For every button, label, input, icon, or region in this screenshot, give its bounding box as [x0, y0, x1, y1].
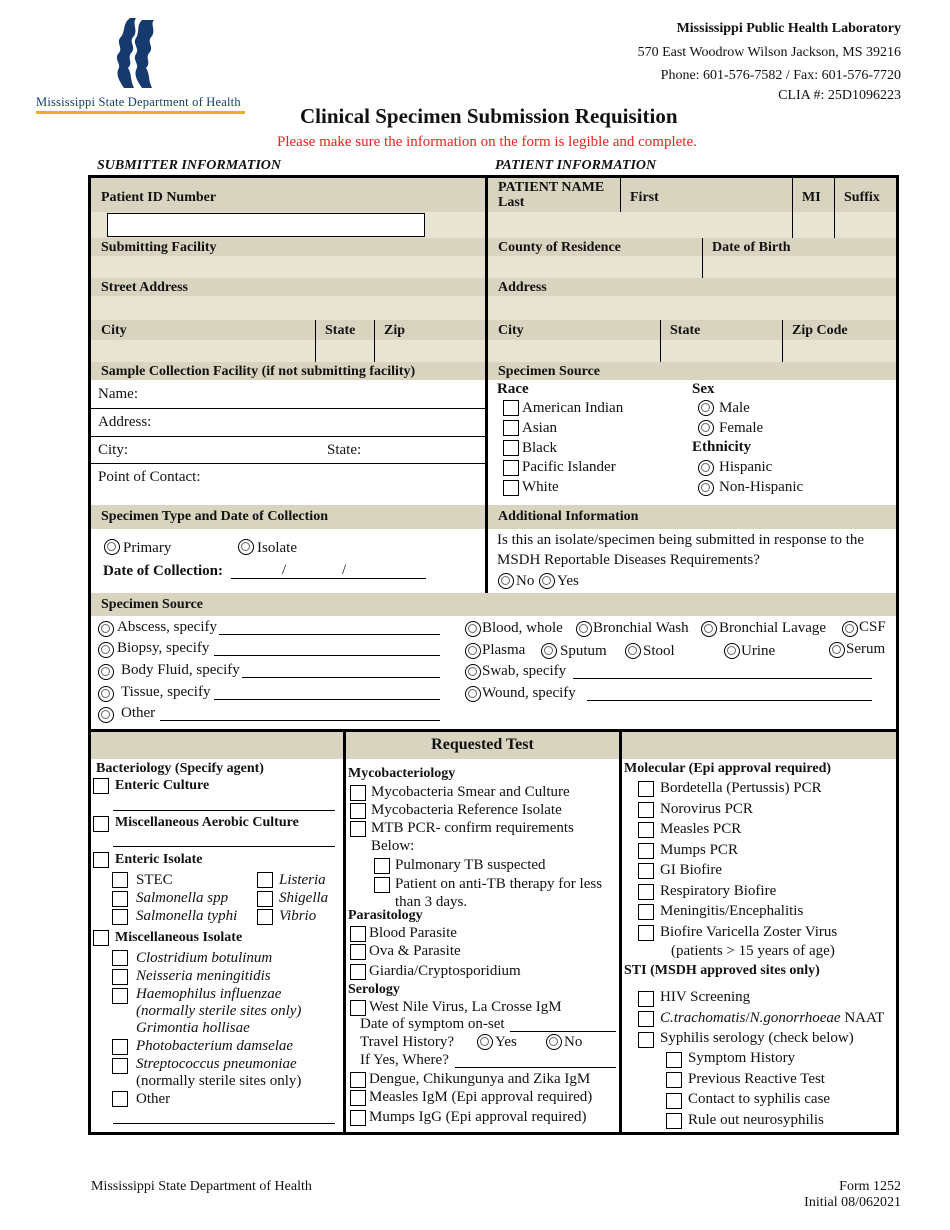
blood-parasite-label: Blood Parasite [369, 925, 457, 941]
city-label: City [91, 320, 315, 340]
primary-radio[interactable] [104, 539, 120, 555]
respiratory-biofire-label: Respiratory Biofire [660, 883, 777, 899]
csf-label: CSF [859, 619, 886, 635]
test-col-divider-2 [619, 729, 622, 1135]
submitter-section-title: SUBMITTER INFORMATION [97, 158, 281, 173]
neisseria-label: Neisseria meningitidis [136, 968, 271, 984]
first-name-label: First [620, 178, 792, 212]
travel-where-line[interactable] [455, 1067, 616, 1068]
logo-agency-text: Mississippi State Department of Health [36, 95, 241, 109]
ethnicity-non-hispanic-radio[interactable] [698, 480, 714, 496]
measles-pcr-checkbox[interactable] [638, 822, 654, 838]
tissue-radio[interactable] [98, 686, 114, 702]
sputum-radio[interactable] [541, 643, 557, 659]
patient-zip-label: Zip Code [782, 320, 896, 340]
shigella-checkbox[interactable] [257, 891, 273, 907]
travel-yes-label: Yes [495, 1034, 517, 1050]
wound-radio[interactable] [465, 686, 481, 702]
page-title: Clinical Specimen Submission Requisition [300, 104, 678, 128]
myco-smear-label: Mycobacteria Smear and Culture [371, 784, 570, 800]
streptococcus-checkbox[interactable] [112, 1058, 128, 1074]
sti-title: STI (MSDH approved sites only) [624, 963, 820, 978]
last-first-divider [620, 178, 621, 212]
patient-section-title: PATIENT INFORMATION [495, 158, 657, 173]
collection-name-label: Name: [98, 386, 138, 402]
plasma-radio[interactable] [465, 643, 481, 659]
gi-biofire-checkbox[interactable] [638, 863, 654, 879]
race-asian-checkbox[interactable] [503, 420, 519, 436]
lab-address: 570 East Woodrow Wilson Jackson, MS 39216 [637, 45, 901, 60]
symptom-onset-line[interactable] [510, 1031, 616, 1032]
additional-info-label: Additional Information [488, 505, 896, 529]
serum-label: Serum [846, 641, 886, 657]
abscess-line[interactable] [219, 634, 440, 635]
last-name-label: Last [498, 195, 525, 210]
misc-aerobic-line[interactable] [113, 846, 335, 847]
date-of-collection-label: Date of Collection: [103, 563, 223, 579]
street-address-label: Street Address [91, 278, 485, 296]
meningitis-label: Meningitis/Encephalitis [660, 903, 804, 919]
csf-radio[interactable] [842, 621, 858, 637]
race-american-indian-checkbox[interactable] [503, 400, 519, 416]
primary-label: Primary [123, 540, 172, 556]
collection-address-label: Address: [98, 414, 152, 430]
submitting-facility-label: Submitting Facility [91, 238, 485, 256]
reportable-no-label: No [516, 573, 535, 589]
listeria-checkbox[interactable] [257, 872, 273, 888]
collection-city-label: City: [98, 442, 129, 458]
race-pacific-islander-checkbox[interactable] [503, 460, 519, 476]
swab-label: Swab, specify [482, 663, 567, 679]
streptococcus-sterile-note: (normally sterile sites only) [136, 1073, 302, 1089]
myco-title: Mycobacteriology [348, 766, 456, 781]
pulmonary-tb-checkbox[interactable] [374, 858, 390, 874]
test-col-divider-1 [343, 729, 346, 1135]
mtb-below-label: Below: [371, 838, 415, 854]
mumps-igg-checkbox[interactable] [350, 1110, 366, 1126]
reportable-no-radio[interactable] [498, 573, 514, 589]
stec-checkbox[interactable] [112, 872, 128, 888]
syphilis-label: Syphilis serology (check below) [660, 1030, 854, 1046]
date-slash-2: / [342, 562, 347, 578]
stool-label: Stool [643, 643, 675, 659]
sex-label: Sex [692, 381, 715, 397]
ct-label: C.trachomatis [660, 1010, 746, 1026]
enteric-culture-line[interactable] [113, 810, 335, 811]
symptom-history-checkbox[interactable] [666, 1052, 682, 1068]
neurosyphilis-checkbox[interactable] [666, 1113, 682, 1129]
photobacterium-label: Photobacterium damselae [136, 1038, 294, 1054]
haemophilus-checkbox[interactable] [112, 988, 128, 1004]
salmonella-spp-label: Salmonella spp [136, 890, 229, 906]
pulmonary-tb-label: Pulmonary TB suspected [395, 857, 546, 873]
isolate-label: Isolate [257, 540, 297, 556]
city-input[interactable] [91, 340, 315, 362]
mumps-pcr-checkbox[interactable] [638, 843, 654, 859]
swab-radio[interactable] [465, 664, 481, 680]
listeria-label: Listeria [279, 872, 326, 888]
ct-ng-checkbox[interactable] [638, 1011, 654, 1027]
legibility-notice: Please make sure the information on the form is legible and complete. [277, 134, 697, 150]
sex-male-label: Male [719, 400, 750, 416]
requested-test-header: Requested Test [431, 736, 534, 753]
patient-id-input[interactable] [107, 213, 425, 237]
bronchial-wash-radio[interactable] [576, 621, 592, 637]
myco-ref-checkbox[interactable] [350, 803, 366, 819]
patient-city-label: City [488, 320, 660, 340]
naat-label: NAAT [844, 1010, 885, 1026]
collection-address-line[interactable] [91, 436, 485, 437]
swab-line[interactable] [573, 678, 872, 679]
west-nile-label: West Nile Virus, La Crosse IgM [369, 999, 562, 1015]
lab-name: Mississippi Public Health Laboratory [676, 21, 901, 36]
norovirus-checkbox[interactable] [638, 802, 654, 818]
photobacterium-checkbox[interactable] [112, 1039, 128, 1055]
isolate-question-line2: MSDH Reportable Diseases Requirements? [497, 552, 760, 568]
ova-parasite-checkbox[interactable] [350, 944, 366, 960]
anti-tb-checkbox[interactable] [374, 877, 390, 893]
mtb-pcr-label: MTB PCR- confirm requirements [371, 820, 574, 836]
city-state-divider [315, 320, 316, 362]
patient-name-label [488, 178, 620, 212]
bordetella-label: Bordetella (Pertussis) PCR [660, 780, 822, 796]
streptococcus-label: Streptococcus pneumoniae [136, 1056, 297, 1072]
point-of-contact-label: Point of Contact: [98, 469, 201, 485]
bronchial-lavage-label: Bronchial Lavage [719, 620, 827, 636]
other-isolate-line[interactable] [113, 1123, 335, 1124]
hiv-label: HIV Screening [660, 989, 751, 1005]
patient-id-label: Patient ID Number [91, 178, 485, 212]
race-white-label: White [522, 479, 559, 495]
ethnicity-hispanic-radio[interactable] [698, 460, 714, 476]
date-of-collection-line[interactable] [231, 578, 426, 579]
giardia-checkbox[interactable] [350, 964, 366, 980]
patient-address-input[interactable] [488, 296, 896, 320]
street-address-input[interactable] [91, 296, 485, 320]
body-fluid-line[interactable] [242, 677, 440, 678]
urine-radio[interactable] [724, 643, 740, 659]
dob-label: Date of Birth [702, 238, 896, 256]
dengue-label: Dengue, Chikungunya and Zika IgM [369, 1071, 591, 1087]
suffix-label: Suffix [834, 178, 896, 212]
shigella-label: Shigella [279, 890, 329, 906]
previous-reactive-label: Previous Reactive Test [688, 1071, 825, 1087]
syphilis-checkbox[interactable] [638, 1032, 654, 1048]
lab-clia: CLIA #: 25D1096223 [778, 88, 901, 103]
biopsy-label: Biopsy, specify [117, 640, 210, 656]
race-black-checkbox[interactable] [503, 440, 519, 456]
lab-phone-fax: Phone: 601-576-7582 / Fax: 601-576-7720 [660, 68, 901, 83]
logo-gold-rule [36, 111, 245, 114]
hiv-checkbox[interactable] [638, 991, 654, 1007]
blood-whole-label: Blood, whole [482, 620, 563, 636]
race-black-label: Black [522, 440, 557, 456]
blood-whole-radio[interactable] [465, 621, 481, 637]
patient-city-input[interactable] [488, 340, 660, 362]
neisseria-checkbox[interactable] [112, 969, 128, 985]
plasma-label: Plasma [482, 642, 526, 658]
reportable-yes-label: Yes [557, 573, 579, 589]
patient-state-input[interactable] [660, 340, 782, 362]
patient-name-heading: PATIENT NAME [498, 180, 605, 195]
patient-specimen-source-label: Specimen Source [488, 362, 896, 380]
collection-city-line[interactable] [91, 463, 485, 464]
other-source-radio[interactable] [98, 707, 114, 723]
anti-tb-label: Patient on anti-TB therapy for less [395, 876, 603, 892]
respiratory-biofire-checkbox[interactable] [638, 884, 654, 900]
logo-profiles-icon [108, 16, 160, 92]
ethnicity-label: Ethnicity [692, 439, 752, 455]
dob-input[interactable] [702, 256, 896, 278]
symptom-history-label: Symptom History [688, 1050, 796, 1066]
race-label: Race [497, 381, 529, 397]
measles-igm-label: Measles IgM (Epi approval required) [369, 1089, 593, 1105]
tissue-line[interactable] [214, 699, 440, 700]
misc-isolate-label: Miscellaneous Isolate [115, 930, 243, 945]
specimen-type-label: Specimen Type and Date of Collection [91, 505, 485, 529]
patient-zip-input[interactable] [782, 340, 896, 362]
sputum-label: Sputum [560, 643, 607, 659]
state-input[interactable] [315, 340, 374, 362]
wound-line[interactable] [587, 700, 872, 701]
mumps-pcr-label: Mumps PCR [660, 842, 738, 858]
other-source-line[interactable] [160, 720, 440, 721]
tissue-label: Tissue, specify [121, 684, 211, 700]
isolate-question-line1: Is this an isolate/specimen being submitted in response to the [497, 532, 865, 548]
haemophilus-sterile-note: (normally sterile sites only) [136, 1003, 302, 1019]
abscess-label: Abscess, specify [117, 619, 217, 635]
previous-reactive-checkbox[interactable] [666, 1072, 682, 1088]
sex-male-radio[interactable] [698, 400, 714, 416]
reportable-yes-radio[interactable] [539, 573, 555, 589]
state-label: State [315, 320, 374, 340]
sex-female-label: Female [719, 420, 764, 436]
myco-ref-label: Mycobacteria Reference Isolate [371, 802, 562, 818]
neurosyphilis-label: Rule out neurosyphilis [688, 1112, 824, 1128]
biopsy-radio[interactable] [98, 642, 114, 658]
travel-history-label: Travel History? [360, 1034, 455, 1050]
ng-label: N.gonorrhoeae [749, 1010, 841, 1026]
bordetella-checkbox[interactable] [638, 781, 654, 797]
ova-parasite-label: Ova & Parasite [369, 943, 461, 959]
giardia-label: Giardia/Cryptosporidium [369, 963, 521, 979]
ct-ng-label: C.trachomatis/N.gonorrhoeae NAAT [660, 1010, 885, 1026]
body-fluid-radio[interactable] [98, 664, 114, 680]
body-fluid-label: Body Fluid, specify [121, 662, 240, 678]
travel-where-label: If Yes, Where? [360, 1052, 449, 1068]
serology-title: Serology [348, 982, 400, 997]
abscess-radio[interactable] [98, 621, 114, 637]
date-slash-1: / [282, 562, 287, 578]
vzv-label: Biofire Varicella Zoster Virus [660, 924, 838, 940]
footer-agency: Mississippi State Department of Health [91, 1179, 312, 1194]
symptom-onset-label: Date of symptom on-set [360, 1016, 505, 1032]
submitting-facility-input[interactable] [91, 256, 485, 278]
urine-label: Urine [741, 643, 776, 659]
patient-state-zip-divider [782, 320, 783, 362]
race-white-checkbox[interactable] [503, 480, 519, 496]
haemophilus-label: Haemophilus influenzae [136, 986, 282, 1002]
travel-yes-radio[interactable] [477, 1034, 493, 1050]
vibrio-checkbox[interactable] [257, 909, 273, 925]
zip-input[interactable] [374, 340, 485, 362]
collection-name-line[interactable] [91, 408, 485, 409]
stec-label: STEC [136, 872, 173, 888]
misc-isolate-checkbox[interactable] [93, 930, 109, 946]
syphilis-contact-label: Contact to syphilis case [688, 1091, 831, 1107]
sex-female-radio[interactable] [698, 420, 714, 436]
vibrio-label: Vibrio [279, 908, 317, 924]
patient-address-label: Address [488, 278, 896, 296]
dengue-checkbox[interactable] [350, 1072, 366, 1088]
salmonella-typhi-label: Salmonella typhi [136, 908, 238, 924]
specimen-source-header: Specimen Source [91, 593, 896, 616]
test-header-right-band [622, 732, 896, 759]
parasitology-title: Parasitology [348, 908, 423, 923]
enteric-culture-label: Enteric Culture [115, 778, 210, 793]
mi-suffix-divider [834, 178, 835, 238]
first-mi-divider [792, 178, 793, 238]
anti-tb-label-cont: than 3 days. [395, 894, 468, 910]
west-nile-checkbox[interactable] [350, 1000, 366, 1016]
patient-city-state-divider [660, 320, 661, 362]
syphilis-contact-checkbox[interactable] [666, 1093, 682, 1109]
grimontia-label: Grimontia hollisae [136, 1020, 250, 1036]
other-isolate-checkbox[interactable] [112, 1091, 128, 1107]
footer-form-number: Form 1252 [839, 1179, 901, 1194]
race-american-indian-label: American Indian [522, 400, 624, 416]
county-input[interactable] [488, 256, 702, 278]
race-pacific-islander-label: Pacific Islander [522, 459, 616, 475]
zip-label: Zip [374, 320, 485, 340]
travel-no-label: No [564, 1034, 583, 1050]
misc-aerobic-checkbox[interactable] [93, 816, 109, 832]
travel-no-radio[interactable] [546, 1034, 562, 1050]
state-zip-divider [374, 320, 375, 362]
enteric-isolate-label: Enteric Isolate [115, 852, 203, 867]
isolate-radio[interactable] [238, 539, 254, 555]
ethnicity-hispanic-label: Hispanic [719, 459, 773, 475]
other-source-label: Other [121, 705, 156, 721]
collection-state-label: State: [327, 442, 362, 458]
myco-smear-checkbox[interactable] [350, 785, 366, 801]
vzv-checkbox[interactable] [638, 925, 654, 941]
other-isolate-label: Other [136, 1091, 171, 1107]
clostridium-label: Clostridium botulinum [136, 950, 273, 966]
clostridium-checkbox[interactable] [112, 950, 128, 966]
misc-aerobic-label: Miscellaneous Aerobic Culture [115, 815, 299, 830]
biopsy-line[interactable] [214, 655, 440, 656]
enteric-culture-checkbox[interactable] [93, 778, 109, 794]
measles-igm-checkbox[interactable] [350, 1090, 366, 1106]
race-asian-label: Asian [522, 420, 557, 436]
blood-parasite-checkbox[interactable] [350, 926, 366, 942]
stool-radio[interactable] [625, 643, 641, 659]
collection-facility-label: Sample Collection Facility (if not submitting facility) [91, 362, 485, 380]
measles-pcr-label: Measles PCR [660, 821, 742, 837]
county-dob-divider [702, 238, 703, 278]
meningitis-checkbox[interactable] [638, 904, 654, 920]
serum-radio[interactable] [829, 642, 845, 658]
mumps-igg-label: Mumps IgG (Epi approval required) [369, 1109, 587, 1125]
enteric-isolate-checkbox[interactable] [93, 852, 109, 868]
wound-label: Wound, specify [482, 685, 576, 701]
bacteriology-title: Bacteriology (Specify agent) [96, 761, 264, 776]
molecular-title: Molecular (Epi approval required) [624, 761, 832, 776]
bronchial-lavage-radio[interactable] [701, 621, 717, 637]
salmonella-typhi-checkbox[interactable] [112, 909, 128, 925]
bronchial-wash-label: Bronchial Wash [593, 620, 689, 636]
footer-initial-date: Initial 08/062021 [804, 1195, 901, 1210]
mtb-pcr-checkbox[interactable] [350, 821, 366, 837]
vzv-age-note: (patients > 15 years of age) [671, 943, 835, 959]
salmonella-spp-checkbox[interactable] [112, 891, 128, 907]
gi-biofire-label: GI Biofire [660, 862, 723, 878]
test-header-left-band [91, 732, 343, 759]
mi-label: MI [792, 178, 834, 212]
norovirus-label: Norovirus PCR [660, 801, 753, 817]
ethnicity-non-hispanic-label: Non-Hispanic [719, 479, 804, 495]
patient-state-label: State [660, 320, 782, 340]
county-label: County of Residence [488, 238, 702, 256]
